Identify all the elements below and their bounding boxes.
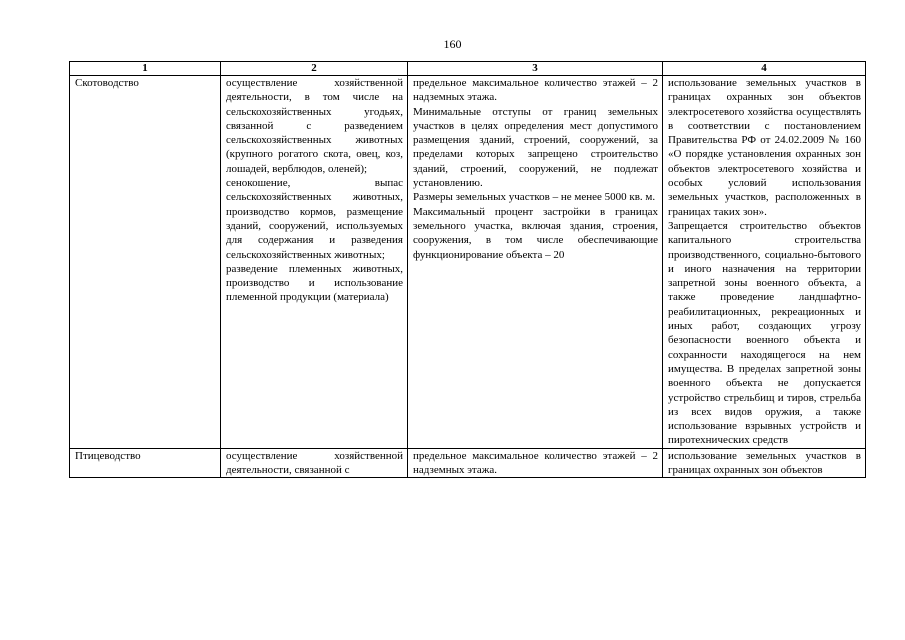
regulations-table	[69, 61, 866, 478]
parameters-cell	[408, 76, 663, 449]
parameter-paragraph: Размеры земельных участков – не менее 5000 кв. м.	[413, 191, 656, 204]
use-description-paragraph: сенокошение, выпас сельскохозяйственных животных, производство кормов, размещение зданий, сооружений, используемых для содержания и разведения сельскохозяйственных животных;	[226, 177, 403, 261]
restrictions-cell	[663, 76, 866, 449]
use-description-paragraph: осуществление хозяйственной деятельности, связанной с	[226, 449, 403, 477]
restriction-paragraph: Запрещается строительство объектов капитального строительства производственного, социально-бытового и иного назначения на территории запретной зоны военного объекта, а также проведение ландшафтно-реабилитационных, рекреационных и иных работ, создающих угрозу безопасности военного объекта и сохранности находящегося на нем имущества. В пределах запретной зоны военного объекта не допускается устройство стрельбищ и тиров, стрельба из всех видов оружия, а также использование взрывных устройств и пиротехнических средств	[668, 219, 861, 447]
use-description-cell	[221, 76, 408, 449]
column-header-4: 4	[663, 62, 866, 76]
table-row	[70, 76, 866, 449]
column-header-3: 3	[408, 62, 663, 76]
use-type-name: Птицеводство	[70, 448, 221, 478]
use-description-paragraph: осуществление хозяйственной деятельности, в том числе на сельскохозяйственных угодьях, связанной с разведением сельскохозяйственных животных (крупного рогатого скота, овец, коз, лошадей, верблюдов, оленей);	[226, 77, 403, 175]
parameter-paragraph: предельное максимальное количество этажей – 2 надземных этажа.	[413, 449, 658, 477]
page-number: 160	[443, 37, 462, 51]
parameter-paragraph: предельное максимальное количество этажей – 2 надземных этажа.	[413, 77, 658, 104]
column-header-2: 2	[221, 62, 408, 76]
column-header-1: 1	[70, 62, 221, 76]
parameters-cell	[408, 448, 663, 478]
parameter-paragraph: Максимальный процент застройки в границах земельного участка, включая здания, строения, сооружения, в том числе обеспечивающие функционирование объекта – 20	[413, 205, 658, 261]
table-header-row	[70, 62, 866, 76]
parameter-paragraph: Минимальные отступы от границ земельных участков в целях определения мест допустимого размещения зданий, строений, сооружений, за пределами которых запрещено строительство зданий, строений, сооружений, не подлежат установлению.	[413, 105, 658, 190]
use-description-cell	[221, 448, 408, 478]
restrictions-cell	[663, 448, 866, 478]
restriction-paragraph: использование земельных участков в границах охранных зон объектов электросетевого хозяйства осуществлять в соответствии с постановлением Правительства РФ от 24.02.2009 № 160 «О порядке установления охранных зон объектов электросетевого хозяйства и особых условий использования земельных участков, расположенных в границах таких зон».	[668, 77, 861, 218]
use-type-name: Скотоводство	[70, 76, 221, 449]
use-description-paragraph: разведение племенных животных, производство и использование племенной продукции (материала)	[226, 262, 403, 304]
table-row	[70, 448, 866, 478]
restriction-paragraph: использование земельных участков в границах охранных зон объектов	[668, 449, 861, 477]
